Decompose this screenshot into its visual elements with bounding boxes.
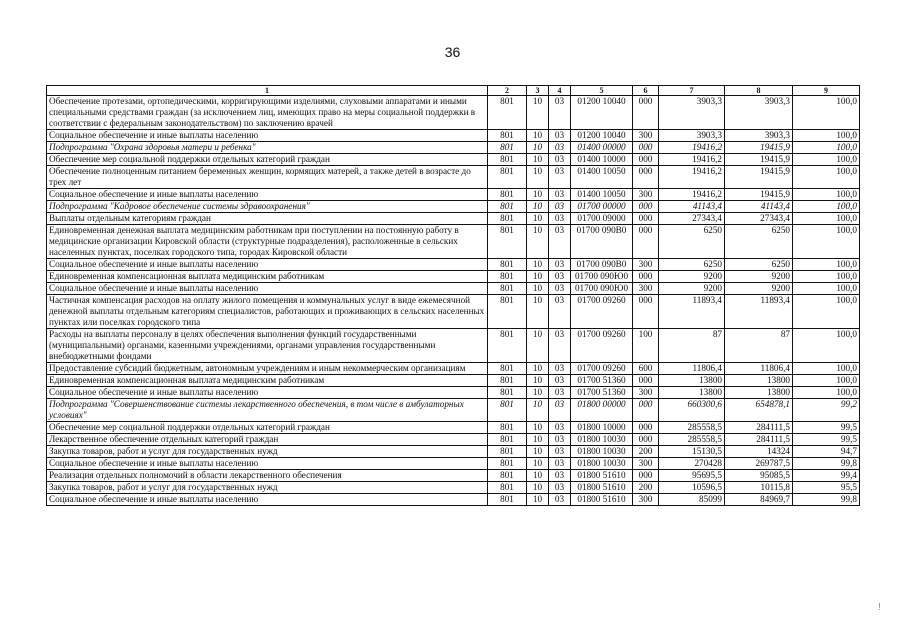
row-name-cell: Обеспечение мер социальной поддержки отдельных категорий граждан (47, 154, 488, 166)
row-cell-col-2: 801 (488, 470, 527, 482)
row-cell-col-8: 284111,5 (725, 422, 793, 434)
row-cell-col-2: 801 (488, 387, 527, 399)
row-cell-col-5: 01700 090В0 (571, 259, 633, 271)
row-cell-col-5: 01800 51610 (571, 494, 633, 506)
table-body (47, 96, 860, 506)
row-cell-col-3: 10 (527, 329, 549, 363)
row-cell-col-6: 000 (633, 154, 659, 166)
row-name-cell: Социальное обеспечение и иные выплаты населению (47, 130, 488, 142)
row-cell-col-4: 03 (549, 446, 571, 458)
row-cell-col-3: 10 (527, 225, 549, 259)
row-cell-col-9: 100,0 (793, 130, 860, 142)
row-cell-col-9: 100,0 (793, 329, 860, 363)
row-cell-col-8: 41143,4 (725, 201, 793, 213)
row-cell-col-7: 95695,5 (659, 470, 725, 482)
row-cell-col-7: 13800 (659, 387, 725, 399)
row-cell-col-4: 03 (549, 363, 571, 375)
row-cell-col-9: 100,0 (793, 387, 860, 399)
row-cell-col-9: 100,0 (793, 225, 860, 259)
row-cell-col-7: 85099 (659, 494, 725, 506)
row-cell-col-8: 19415,9 (725, 142, 793, 154)
row-cell-col-6: 300 (633, 283, 659, 295)
row-name-cell: Выплаты отдельным категориям граждан (47, 213, 488, 225)
row-name-cell: Лекарственное обеспечение отдельных категорий граждан (47, 434, 488, 446)
row-cell-col-5: 01200 10040 (571, 96, 633, 130)
row-cell-col-3: 10 (527, 283, 549, 295)
table-row (47, 154, 860, 166)
row-cell-col-2: 801 (488, 225, 527, 259)
row-name-cell: Подпрограмма "Кадровое обеспечение системы здравоохранения" (47, 201, 488, 213)
row-cell-col-6: 200 (633, 446, 659, 458)
row-name-cell: Реализация отдельных полномочий в области лекарственного обеспечения (47, 470, 488, 482)
row-cell-col-3: 10 (527, 154, 549, 166)
row-cell-col-4: 03 (549, 434, 571, 446)
row-cell-col-8: 19415,9 (725, 189, 793, 201)
row-cell-col-8: 10115,8 (725, 482, 793, 494)
row-cell-col-3: 10 (527, 399, 549, 422)
row-cell-col-2: 801 (488, 166, 527, 189)
row-name-cell: Единовременная компенсационная выплата медицинским работникам (47, 375, 488, 387)
table-row (47, 387, 860, 399)
row-cell-col-9: 99,8 (793, 458, 860, 470)
row-cell-col-5: 01800 10030 (571, 458, 633, 470)
row-cell-col-2: 801 (488, 130, 527, 142)
row-name-cell: Расходы на выплаты персоналу в целях обеспечения выполнения функций государственными (муниципальными) органами, казенными учреждениями, органами управления государственными внебюджетными фондами (47, 329, 488, 363)
row-cell-col-9: 100,0 (793, 142, 860, 154)
header-col-3: 3 (527, 86, 549, 96)
row-cell-col-5: 01700 51360 (571, 375, 633, 387)
row-cell-col-6: 000 (633, 399, 659, 422)
row-name-cell: Социальное обеспечение и иные выплаты населению (47, 387, 488, 399)
table-header (47, 86, 860, 96)
row-cell-col-3: 10 (527, 470, 549, 482)
row-cell-col-9: 99,2 (793, 399, 860, 422)
row-cell-col-5: 01400 10050 (571, 166, 633, 189)
row-cell-col-5: 01800 51610 (571, 482, 633, 494)
row-cell-col-7: 9200 (659, 283, 725, 295)
row-cell-col-5: 01200 10040 (571, 130, 633, 142)
row-cell-col-5: 01700 090Ю0 (571, 283, 633, 295)
row-cell-col-3: 10 (527, 375, 549, 387)
table-row (47, 295, 860, 329)
row-cell-col-9: 99,4 (793, 470, 860, 482)
row-cell-col-7: 27343,4 (659, 213, 725, 225)
header-col-4: 4 (549, 86, 571, 96)
row-cell-col-5: 01400 00000 (571, 142, 633, 154)
row-cell-col-5: 01800 10030 (571, 446, 633, 458)
row-cell-col-3: 10 (527, 271, 549, 283)
row-cell-col-9: 100,0 (793, 363, 860, 375)
row-cell-col-4: 03 (549, 283, 571, 295)
row-cell-col-2: 801 (488, 399, 527, 422)
row-cell-col-6: 000 (633, 434, 659, 446)
table-row (47, 271, 860, 283)
row-cell-col-5: 01800 00000 (571, 399, 633, 422)
row-cell-col-4: 03 (549, 329, 571, 363)
row-cell-col-4: 03 (549, 259, 571, 271)
row-cell-col-7: 10596,5 (659, 482, 725, 494)
row-cell-col-4: 03 (549, 375, 571, 387)
row-cell-col-9: 100,0 (793, 189, 860, 201)
row-cell-col-5: 01800 10030 (571, 434, 633, 446)
row-cell-col-9: 100,0 (793, 295, 860, 329)
table-row (47, 434, 860, 446)
row-cell-col-2: 801 (488, 363, 527, 375)
row-cell-col-2: 801 (488, 482, 527, 494)
table-row (47, 399, 860, 422)
row-cell-col-2: 801 (488, 271, 527, 283)
row-cell-col-3: 10 (527, 422, 549, 434)
header-col-9: 9 (793, 86, 860, 96)
row-cell-col-5: 01400 10050 (571, 189, 633, 201)
table-row (47, 482, 860, 494)
row-cell-col-6: 300 (633, 130, 659, 142)
row-cell-col-7: 9200 (659, 271, 725, 283)
row-cell-col-7: 285558,5 (659, 434, 725, 446)
page-number: 36 (444, 44, 461, 60)
row-cell-col-5: 01700 09260 (571, 363, 633, 375)
row-cell-col-8: 27343,4 (725, 213, 793, 225)
row-name-cell: Социальное обеспечение и иные выплаты населению (47, 259, 488, 271)
row-cell-col-4: 03 (549, 271, 571, 283)
row-cell-col-5: 01700 090Ю0 (571, 271, 633, 283)
row-cell-col-7: 660300,6 (659, 399, 725, 422)
row-name-cell: Предоставление субсидий бюджетным, автономным учреждениям и иным некоммерческим организациям (47, 363, 488, 375)
row-cell-col-6: 000 (633, 96, 659, 130)
table-row (47, 225, 860, 259)
row-cell-col-6: 000 (633, 166, 659, 189)
row-cell-col-9: 100,0 (793, 166, 860, 189)
row-cell-col-7: 285558,5 (659, 422, 725, 434)
table-row (47, 446, 860, 458)
row-cell-col-2: 801 (488, 434, 527, 446)
row-cell-col-4: 03 (549, 295, 571, 329)
row-cell-col-4: 03 (549, 422, 571, 434)
table-row (47, 130, 860, 142)
row-cell-col-3: 10 (527, 434, 549, 446)
row-cell-col-4: 03 (549, 201, 571, 213)
row-cell-col-8: 84969,7 (725, 494, 793, 506)
row-cell-col-7: 6250 (659, 259, 725, 271)
row-cell-col-9: 99,8 (793, 494, 860, 506)
row-cell-col-8: 11806,4 (725, 363, 793, 375)
row-cell-col-7: 11893,4 (659, 295, 725, 329)
header-col-7: 7 (659, 86, 725, 96)
row-cell-col-4: 03 (549, 130, 571, 142)
row-cell-col-3: 10 (527, 201, 549, 213)
row-cell-col-6: 100 (633, 329, 659, 363)
row-cell-col-8: 9200 (725, 283, 793, 295)
row-name-cell: Подпрограмма "Совершенствование системы лекарственного обеспечения, в том числе в амбулаторных условиях" (47, 399, 488, 422)
row-cell-col-3: 10 (527, 446, 549, 458)
row-cell-col-2: 801 (488, 259, 527, 271)
row-cell-col-3: 10 (527, 166, 549, 189)
row-cell-col-9: 100,0 (793, 271, 860, 283)
row-cell-col-8: 9200 (725, 271, 793, 283)
row-cell-col-5: 01700 51360 (571, 387, 633, 399)
row-cell-col-7: 87 (659, 329, 725, 363)
row-name-cell: Закупка товаров, работ и услуг для государственных нужд (47, 446, 488, 458)
row-cell-col-8: 6250 (725, 259, 793, 271)
row-name-cell: Обеспечение полноценным питанием беременных женщин, кормящих матерей, а также детей в возрасте до трех лет (47, 166, 488, 189)
table-row (47, 189, 860, 201)
row-cell-col-6: 000 (633, 271, 659, 283)
table-row (47, 213, 860, 225)
row-cell-col-5: 01800 10000 (571, 422, 633, 434)
row-cell-col-2: 801 (488, 142, 527, 154)
row-cell-col-6: 000 (633, 470, 659, 482)
row-cell-col-5: 01700 00000 (571, 201, 633, 213)
row-cell-col-8: 3903,3 (725, 96, 793, 130)
row-name-cell: Единовременная компенсационная выплата медицинским работникам (47, 271, 488, 283)
row-cell-col-2: 801 (488, 458, 527, 470)
row-cell-col-8: 3903,3 (725, 130, 793, 142)
row-cell-col-4: 03 (549, 387, 571, 399)
table-row (47, 422, 860, 434)
row-cell-col-7: 19416,2 (659, 142, 725, 154)
stray-mark: ! (878, 602, 881, 613)
row-cell-col-9: 100,0 (793, 154, 860, 166)
row-cell-col-8: 13800 (725, 387, 793, 399)
row-cell-col-3: 10 (527, 213, 549, 225)
row-cell-col-7: 19416,2 (659, 166, 725, 189)
row-cell-col-4: 03 (549, 96, 571, 130)
header-col-1: 1 (47, 86, 488, 96)
table-row (47, 470, 860, 482)
row-cell-col-4: 03 (549, 482, 571, 494)
row-name-cell: Социальное обеспечение и иные выплаты населению (47, 283, 488, 295)
header-col-5: 5 (571, 86, 633, 96)
row-cell-col-4: 03 (549, 458, 571, 470)
row-cell-col-9: 100,0 (793, 201, 860, 213)
row-cell-col-9: 100,0 (793, 213, 860, 225)
row-cell-col-6: 000 (633, 201, 659, 213)
row-cell-col-7: 15130,5 (659, 446, 725, 458)
row-cell-col-5: 01700 09260 (571, 329, 633, 363)
table-row (47, 283, 860, 295)
row-cell-col-5: 01700 09000 (571, 213, 633, 225)
row-cell-col-7: 13800 (659, 375, 725, 387)
row-cell-col-8: 269787,5 (725, 458, 793, 470)
row-cell-col-7: 3903,3 (659, 130, 725, 142)
row-cell-col-9: 95,5 (793, 482, 860, 494)
row-cell-col-6: 000 (633, 225, 659, 259)
row-cell-col-2: 801 (488, 201, 527, 213)
budget-table (46, 85, 860, 506)
table-row (47, 96, 860, 130)
row-cell-col-3: 10 (527, 482, 549, 494)
row-name-cell: Частичная компенсация расходов на оплату жилого помещения и коммунальных услуг в виде ежемесячной денежной выплаты отдельным категориям специалистов, работающих и проживающих в сельских населенных пунктах или поселках городского типа (47, 295, 488, 329)
row-cell-col-3: 10 (527, 142, 549, 154)
row-cell-col-4: 03 (549, 142, 571, 154)
row-cell-col-6: 000 (633, 375, 659, 387)
row-cell-col-6: 300 (633, 494, 659, 506)
row-cell-col-7: 270428 (659, 458, 725, 470)
row-cell-col-8: 284111,5 (725, 434, 793, 446)
row-cell-col-7: 41143,4 (659, 201, 725, 213)
row-cell-col-2: 801 (488, 446, 527, 458)
row-cell-col-3: 10 (527, 295, 549, 329)
row-name-cell: Единовременная денежная выплата медицинским работникам при поступлении на постоянную работу в медицинские организации Кировской области (структурные подразделения), расположенные в сельских населенных пунктах, поселках городского типа, городах Кировской области (47, 225, 488, 259)
row-cell-col-3: 10 (527, 130, 549, 142)
row-cell-col-6: 200 (633, 482, 659, 494)
row-cell-col-3: 10 (527, 189, 549, 201)
row-cell-col-9: 100,0 (793, 283, 860, 295)
row-cell-col-3: 10 (527, 259, 549, 271)
row-cell-col-4: 03 (549, 154, 571, 166)
table-row (47, 259, 860, 271)
row-cell-col-7: 3903,3 (659, 96, 725, 130)
row-name-cell: Социальное обеспечение и иные выплаты населению (47, 494, 488, 506)
row-cell-col-5: 01800 51610 (571, 470, 633, 482)
row-cell-col-8: 14324 (725, 446, 793, 458)
row-cell-col-8: 19415,9 (725, 166, 793, 189)
row-cell-col-4: 03 (549, 470, 571, 482)
row-cell-col-6: 000 (633, 142, 659, 154)
table-row (47, 375, 860, 387)
row-cell-col-5: 01700 09260 (571, 295, 633, 329)
row-cell-col-3: 10 (527, 363, 549, 375)
table-row (47, 201, 860, 213)
row-cell-col-4: 03 (549, 494, 571, 506)
row-cell-col-2: 801 (488, 189, 527, 201)
row-cell-col-6: 000 (633, 295, 659, 329)
row-cell-col-2: 801 (488, 329, 527, 363)
row-cell-col-8: 87 (725, 329, 793, 363)
row-cell-col-7: 6250 (659, 225, 725, 259)
table-row (47, 329, 860, 363)
row-cell-col-6: 000 (633, 213, 659, 225)
row-cell-col-6: 600 (633, 363, 659, 375)
row-cell-col-2: 801 (488, 154, 527, 166)
row-name-cell: Обеспечение мер социальной поддержки отдельных категорий граждан (47, 422, 488, 434)
row-cell-col-8: 13800 (725, 375, 793, 387)
row-cell-col-6: 300 (633, 259, 659, 271)
row-cell-col-3: 10 (527, 494, 549, 506)
row-cell-col-2: 801 (488, 422, 527, 434)
row-cell-col-7: 19416,2 (659, 189, 725, 201)
row-name-cell: Обеспечение протезами, ортопедическими, корригирующими изделиями, слуховыми аппаратами и иными специальными средствами граждан (за исключением лиц, имеющих право на меры социальной поддержки в соответствии с федеральным законодательством) по заключению врачей (47, 96, 488, 130)
row-cell-col-2: 801 (488, 494, 527, 506)
row-cell-col-8: 95085,5 (725, 470, 793, 482)
row-cell-col-7: 19416,2 (659, 154, 725, 166)
row-cell-col-8: 19415,9 (725, 154, 793, 166)
row-cell-col-6: 000 (633, 422, 659, 434)
row-cell-col-9: 99,5 (793, 422, 860, 434)
table-row (47, 458, 860, 470)
row-cell-col-4: 03 (549, 213, 571, 225)
row-name-cell: Закупка товаров, работ и услуг для государственных нужд (47, 482, 488, 494)
row-cell-col-8: 6250 (725, 225, 793, 259)
table-row (47, 142, 860, 154)
row-name-cell: Подпрограмма "Охрана здоровья матери и ребенка" (47, 142, 488, 154)
row-cell-col-4: 03 (549, 399, 571, 422)
row-cell-col-2: 801 (488, 375, 527, 387)
row-cell-col-2: 801 (488, 295, 527, 329)
row-cell-col-8: 654878,1 (725, 399, 793, 422)
header-row (47, 86, 860, 96)
row-cell-col-9: 94,7 (793, 446, 860, 458)
row-cell-col-2: 801 (488, 96, 527, 130)
row-cell-col-9: 100,0 (793, 375, 860, 387)
row-cell-col-4: 03 (549, 189, 571, 201)
row-cell-col-3: 10 (527, 387, 549, 399)
header-col-6: 6 (633, 86, 659, 96)
row-cell-col-3: 10 (527, 458, 549, 470)
row-cell-col-9: 99,5 (793, 434, 860, 446)
row-cell-col-2: 801 (488, 283, 527, 295)
row-cell-col-4: 03 (549, 166, 571, 189)
row-cell-col-2: 801 (488, 213, 527, 225)
header-col-8: 8 (725, 86, 793, 96)
row-cell-col-7: 11806,4 (659, 363, 725, 375)
table-row (47, 363, 860, 375)
row-cell-col-9: 100,0 (793, 96, 860, 130)
row-cell-col-3: 10 (527, 96, 549, 130)
table-row (47, 494, 860, 506)
header-col-2: 2 (488, 86, 527, 96)
row-cell-col-6: 300 (633, 189, 659, 201)
row-cell-col-9: 100,0 (793, 259, 860, 271)
row-name-cell: Социальное обеспечение и иные выплаты населению (47, 189, 488, 201)
table-row (47, 166, 860, 189)
row-cell-col-4: 03 (549, 225, 571, 259)
row-name-cell: Социальное обеспечение и иные выплаты населению (47, 458, 488, 470)
row-cell-col-5: 01400 10000 (571, 154, 633, 166)
row-cell-col-8: 11893,4 (725, 295, 793, 329)
row-cell-col-5: 01700 090В0 (571, 225, 633, 259)
row-cell-col-6: 300 (633, 387, 659, 399)
row-cell-col-6: 300 (633, 458, 659, 470)
